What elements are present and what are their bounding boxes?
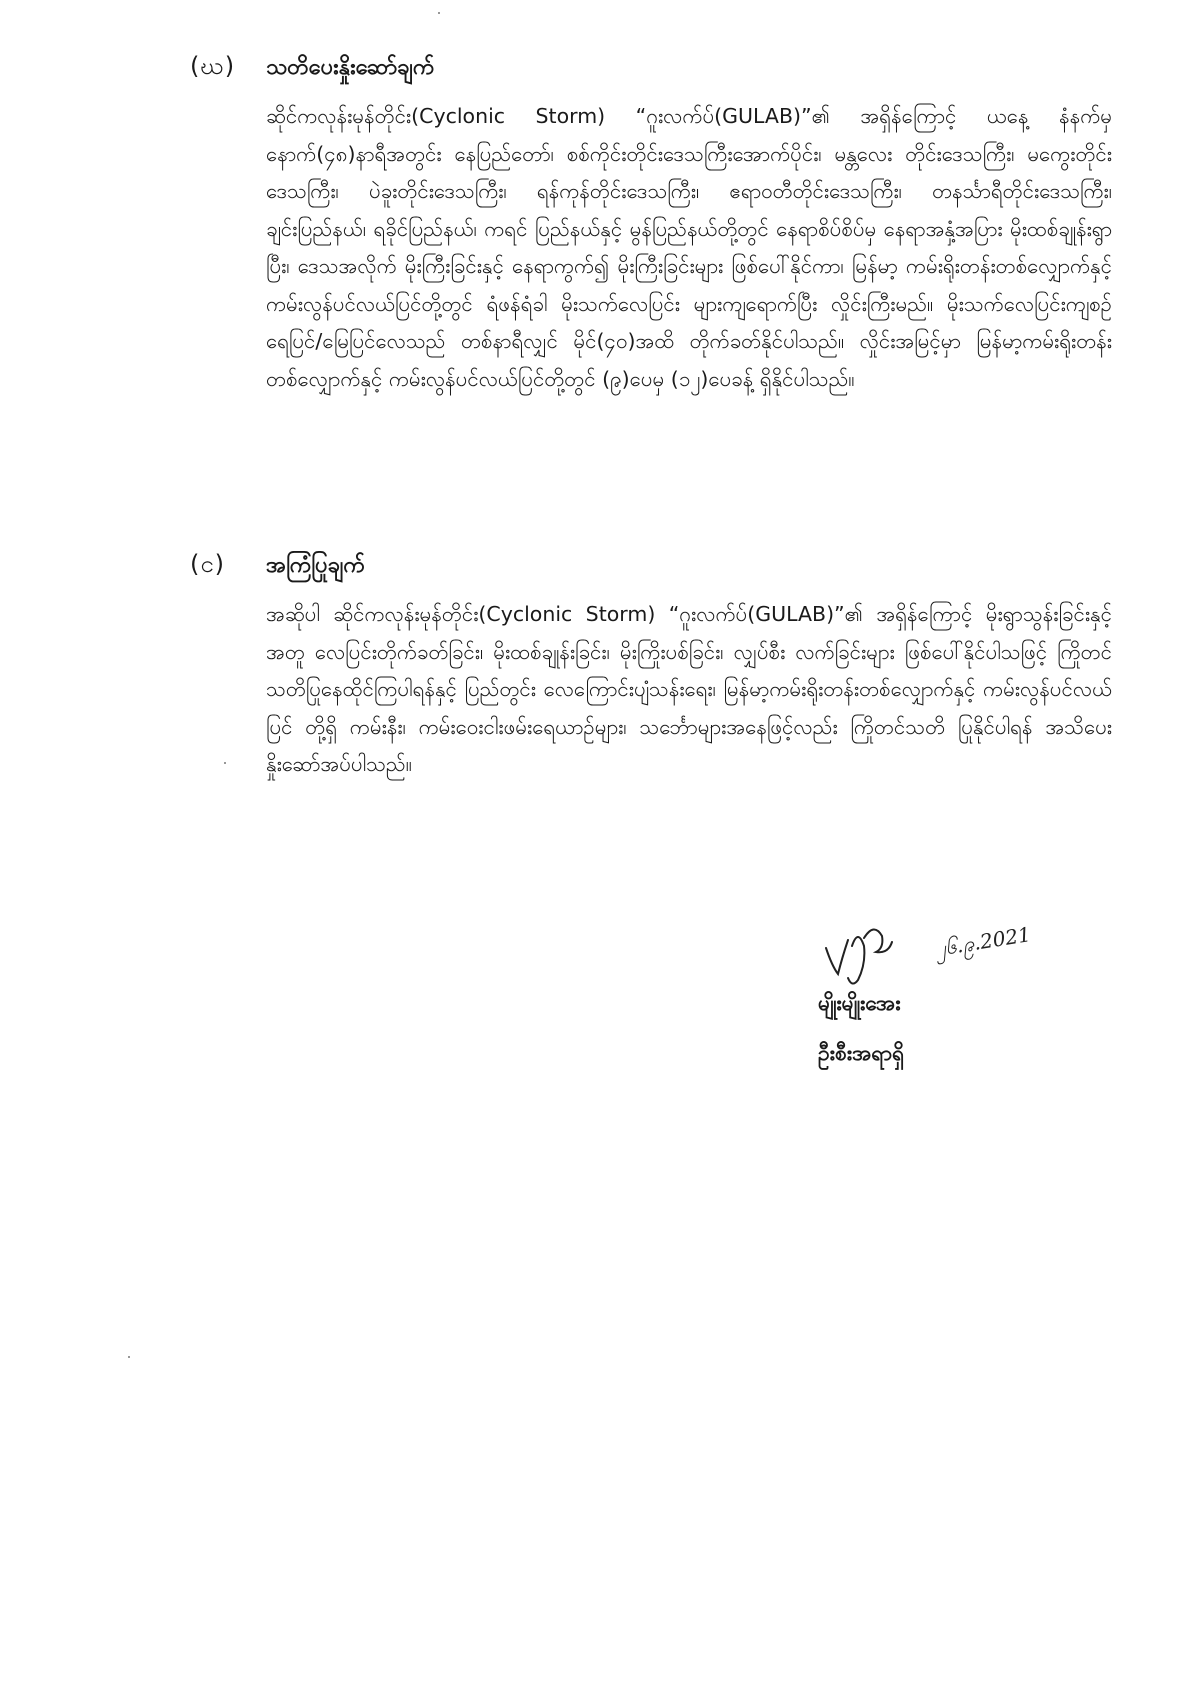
section-heading	[190, 50, 1115, 84]
section-heading	[190, 548, 1115, 582]
section-title: အကြံပြုချက်	[266, 553, 366, 578]
section-marker: (င)	[190, 550, 226, 578]
signer-title: ဦးစီးအရာရှိ	[818, 1041, 905, 1065]
warning-section	[190, 50, 1115, 398]
advice-section	[190, 548, 1115, 784]
scan-speck	[128, 1356, 130, 1358]
signature-date: ၂၆.၉.2021	[933, 922, 1033, 961]
section-title: သတိပေးနှိုးဆော်ချက်	[266, 55, 435, 80]
section-body-paragraph: ဆိုင်ကလုန်းမုန်တိုင်း(Cyclonic Storm) “ဂူးလက်ပ်(GULAB)”၏ အရှိန်ကြောင့် ယနေ့ နံနက်မှ နောက်(၄၈)နာရီအတွင်း နေပြည်တော်၊ စစ်ကိုင်းတိုင်းဒေသကြီးအောက်ပိုင်း၊ မန္တလေး တိုင်းဒေသကြီး၊ မကွေးတိုင်းဒေသကြီး၊ ပဲခူးတိုင်းဒေသကြီး၊ ရန်ကုန်တိုင်းဒေသကြီး၊ ဧရာဝတီတိုင်းဒေသကြီး၊ တနင်္သာရီတိုင်းဒေသကြီး၊ ချင်းပြည်နယ်၊ ရခိုင်ပြည်နယ်၊ ကရင် ပြည်နယ်နှင့် မွန်ပြည်နယ်တို့တွင် နေရာစိပ်စိပ်မှ နေရာအနှံ့အပြား မိုးထစ်ချုန်းရွာပြီး၊ ဒေသအလိုက် မိုးကြီးခြင်းနှင့် နေရာကွက်၍ မိုးကြီးခြင်းများ ဖြစ်ပေါ်နိုင်ကာ၊ မြန်မာ့ ကမ်းရိုးတန်းတစ်လျှောက်နှင့် ကမ်းလွန်ပင်လယ်ပြင်တို့တွင် ရံဖန်ရံခါ မိုးသက်လေပြင်း များကျရောက်ပြီး လှိုင်းကြီးမည်။ မိုးသက်လေပြင်းကျစဉ် ရေပြင်/မြေပြင်လေသည် တစ်နာရီလျှင် မိုင်(၄၀)အထိ တိုက်ခတ်နိုင်ပါသည်။ လှိုင်းအမြင့်မှာ မြန်မာ့ကမ်းရိုးတန်း တစ်လျှောက်နှင့် ကမ်းလွန်ပင်လယ်ပြင်တို့တွင် (၉)ပေမှ (၁၂)ပေခန့် ရှိနိုင်ပါသည်။	[266, 104, 1112, 391]
section-marker: (ဃ)	[190, 52, 236, 80]
section-body-paragraph: အဆိုပါ ဆိုင်ကလုန်းမုန်တိုင်း(Cyclonic Storm) “ဂူးလက်ပ်(GULAB)”၏ အရှိန်ကြောင့် မိုးရွာသွန်းခြင်းနှင့်အတူ လေပြင်းတိုက်ခတ်ခြင်း၊ မိုးထစ်ချုန်းခြင်း၊ မိုးကြိုးပစ်ခြင်း၊ လျှပ်စီး လက်ခြင်းများ ဖြစ်ပေါ်နိုင်ပါသဖြင့် ကြိုတင်သတိပြုနေထိုင်ကြပါရန်နှင့် ပြည်တွင်း လေကြောင်းပျံသန်းရေး၊ မြန်မာ့ကမ်းရိုးတန်းတစ်လျှောက်နှင့် ကမ်းလွန်ပင်လယ်ပြင် တို့ရှိ ကမ်းနီး၊ ကမ်းဝေးငါးဖမ်းရေယာဉ်များ၊ သင်္ဘောများအနေဖြင့်လည်း ကြိုတင်သတိ ပြုနိုင်ပါရန် အသိပေးနှိုးဆော်အပ်ပါသည်။	[266, 602, 1112, 776]
scan-speck	[438, 12, 440, 14]
scan-speck	[224, 762, 226, 764]
signer-name: မျိုးမျိုးအေး	[818, 991, 901, 1015]
handwritten-signature	[818, 918, 938, 988]
